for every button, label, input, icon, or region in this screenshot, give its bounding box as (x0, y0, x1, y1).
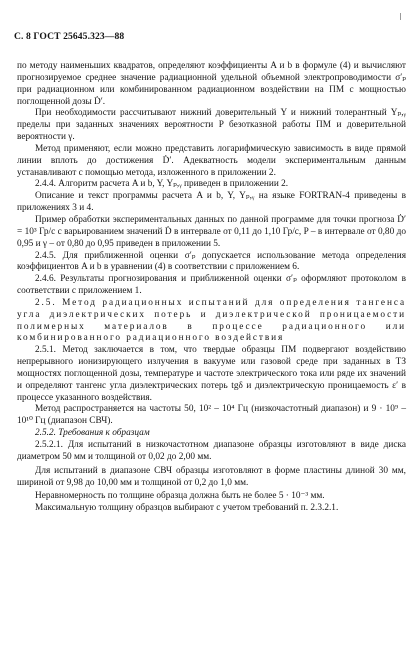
paragraph-2: При необходимости рассчитывают нижний доверительный Y и нижний толерантный Yₚ,ᵧ пределы при заданных значениях вероятности P безотказной работы ПМ и доверительной вероятности γ. (17, 108, 406, 143)
paragraph-12: 2.5.2. Требования к образцам (35, 428, 150, 439)
paragraph-9: 2.5. Метод радиационных испытаний для определения тангенса угла диэлектрических потерь и диэлектрической проницаемости полимерных материалов в процессе радиационного или комбинированного радиационного воздействия (17, 297, 406, 344)
paragraph-8: 2.4.6. Результаты прогнозирования и приближенной оценки σ′ₚ оформляют протоколом в соответствии с приложением 1. (17, 274, 406, 297)
paragraph-5: Описание и текст программы расчета A и b, Y, Yₚ,ᵧ на языке FORTRAN-4 приведены в приложениях 3 и 4. (17, 191, 406, 214)
paragraph-7: 2.4.5. Для приближенной оценки σ′ₚ допускается использование метода определения коэффициентов A и b в уравнении (4) в соответствии с приложением 6. (17, 250, 406, 273)
paragraph-10: 2.5.1. Метод заключается в том, что твердые образцы ПМ подвергают воздействию непрерывного ионизирующего излучения в вакууме или газовой среде при заданных в ТЗ мощностях поглощенной дозы, температуре и частоте электрического тока или ряде их значений и определяют тангенс угла диэлектрических потерь tgδ и диэлектрическую проницаемость ε′ в процессе указанного воздействия. (17, 345, 406, 403)
paragraph-4: 2.4.4. Алгоритм расчета A и b, Y, Yₚ,ᵧ приведен в приложении 2. (35, 179, 289, 190)
paragraph-15: Неравномерность по толщине образца должна быть не более 5 · 10⁻³ мм. (35, 491, 325, 502)
body-text (17, 61, 406, 515)
page-header: С. 8 ГОСТ 25645.323—88 (14, 31, 125, 42)
paragraph-11: Метод распространяется на частоты 50, 10² – 10⁴ Гц (низкочастотный диапазон) и 9 · 10⁹ – 10¹⁰ Гц (диапазон СВЧ). (17, 404, 406, 427)
paragraph-14: Для испытаний в диапазоне СВЧ образцы изготовляют в форме пластины длиной 30 мм, шириной от 9,98 до 10,00 мм и толщиной от 0,2 до 1,0 мм. (17, 465, 406, 488)
paragraph-1: по методу наименьших квадратов, определяют коэффициенты A и b в формуле (4) и вычисляют прогнозируемое среднее значение радиационной удельной объемной электропроводимости σ′ₚ при радиационном или комбинированном радиационном воздействии на ПМ с мощностью поглощенной дозы Ḋ′. (17, 61, 406, 107)
paragraph-3: Метод применяют, если можно представить логарифмическую зависимость в виде прямой линии вплоть до достижения Ḋ′. Адекватность модели экспериментальным данным устанавливают с помощью метода, изложенного в приложении 2. (17, 143, 406, 178)
scan-mark (400, 13, 401, 20)
paragraph-13: 2.5.2.1. Для испытаний в низкочастотном диапазоне образцы изготовляют в виде диска диаметром 50 мм и толщиной от 0,02 до 2,00 мм. (17, 440, 406, 462)
paragraph-6: Пример обработки экспериментальных данных по данной программе для точки прогноза Ḋ′ = 10³ Гр/с с варьированием значений Ḋ в интервале от 0,11 до 1,10 Гр/с, P – в интервале от 0,80 до 0,95 и γ – от 0,80 до 0,95 приведен в приложении 5. (17, 214, 406, 249)
paragraph-16: Максимальную толщину образцов выбирают с учетом требований п. 2.3.2.1. (35, 503, 339, 514)
